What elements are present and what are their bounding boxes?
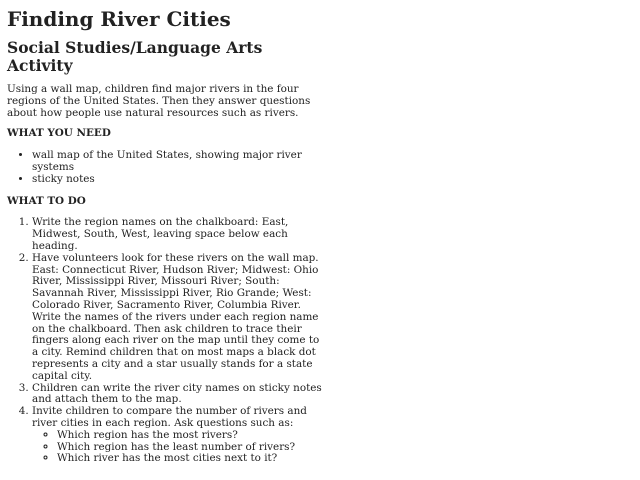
materials-list bbox=[7, 150, 325, 185]
what-to-do-heading: WHAT TO DO bbox=[7, 194, 86, 207]
document-body bbox=[7, 39, 325, 465]
question-item: ◦ Which region has the least number of rivers? bbox=[57, 442, 325, 454]
step-item bbox=[32, 217, 325, 252]
question-item: ◦ Which river has the most cities next to it? bbox=[57, 453, 325, 465]
what-you-need-heading: WHAT YOU NEED bbox=[7, 127, 111, 140]
step-text: Write the region names on the chalkboard: East, Midwest, South, West, leaving space below each heading. bbox=[32, 216, 289, 252]
steps-list bbox=[7, 217, 325, 465]
page-title: Finding River Cities bbox=[7, 7, 231, 31]
question-item: ◦ Which region has the most rivers? bbox=[57, 430, 325, 442]
step-text: Children can write the river city names on sticky notes and attach them to the map. bbox=[32, 381, 322, 406]
step-item bbox=[32, 383, 325, 407]
step-item bbox=[32, 406, 325, 465]
step-text: Have volunteers look for these rivers on the wall map. East: Connecticut River, Hudson River; Midwest: Ohio River, Mississippi River, Missouri River; South: Savannah River, Mississippi River, Rio Grande; West: Colorado River, Sacramento River, Columbia River. Write the names of the rivers under each region name on the chalkboard. Then ask children to trace their fingers along each river on the map until they come to a city. Remind children that on most maps a black dot represents a city and a star usually stands for a state capital city. bbox=[32, 251, 320, 382]
activity-subtitle: Social Studies/Language Arts Activity bbox=[7, 38, 263, 75]
step-item bbox=[32, 253, 325, 383]
list-item: • sticky notes bbox=[32, 174, 325, 186]
intro-paragraph: Using a wall map, children find major rivers in the four regions of the United States. Then they answer questions about how people use natural resources such as rivers. bbox=[7, 83, 311, 119]
list-item: • wall map of the United States, showing major river systems bbox=[32, 150, 325, 174]
questions-list bbox=[32, 430, 325, 465]
step-text: Invite children to compare the number of rivers and river cities in each region. Ask questions such as: bbox=[32, 405, 307, 429]
